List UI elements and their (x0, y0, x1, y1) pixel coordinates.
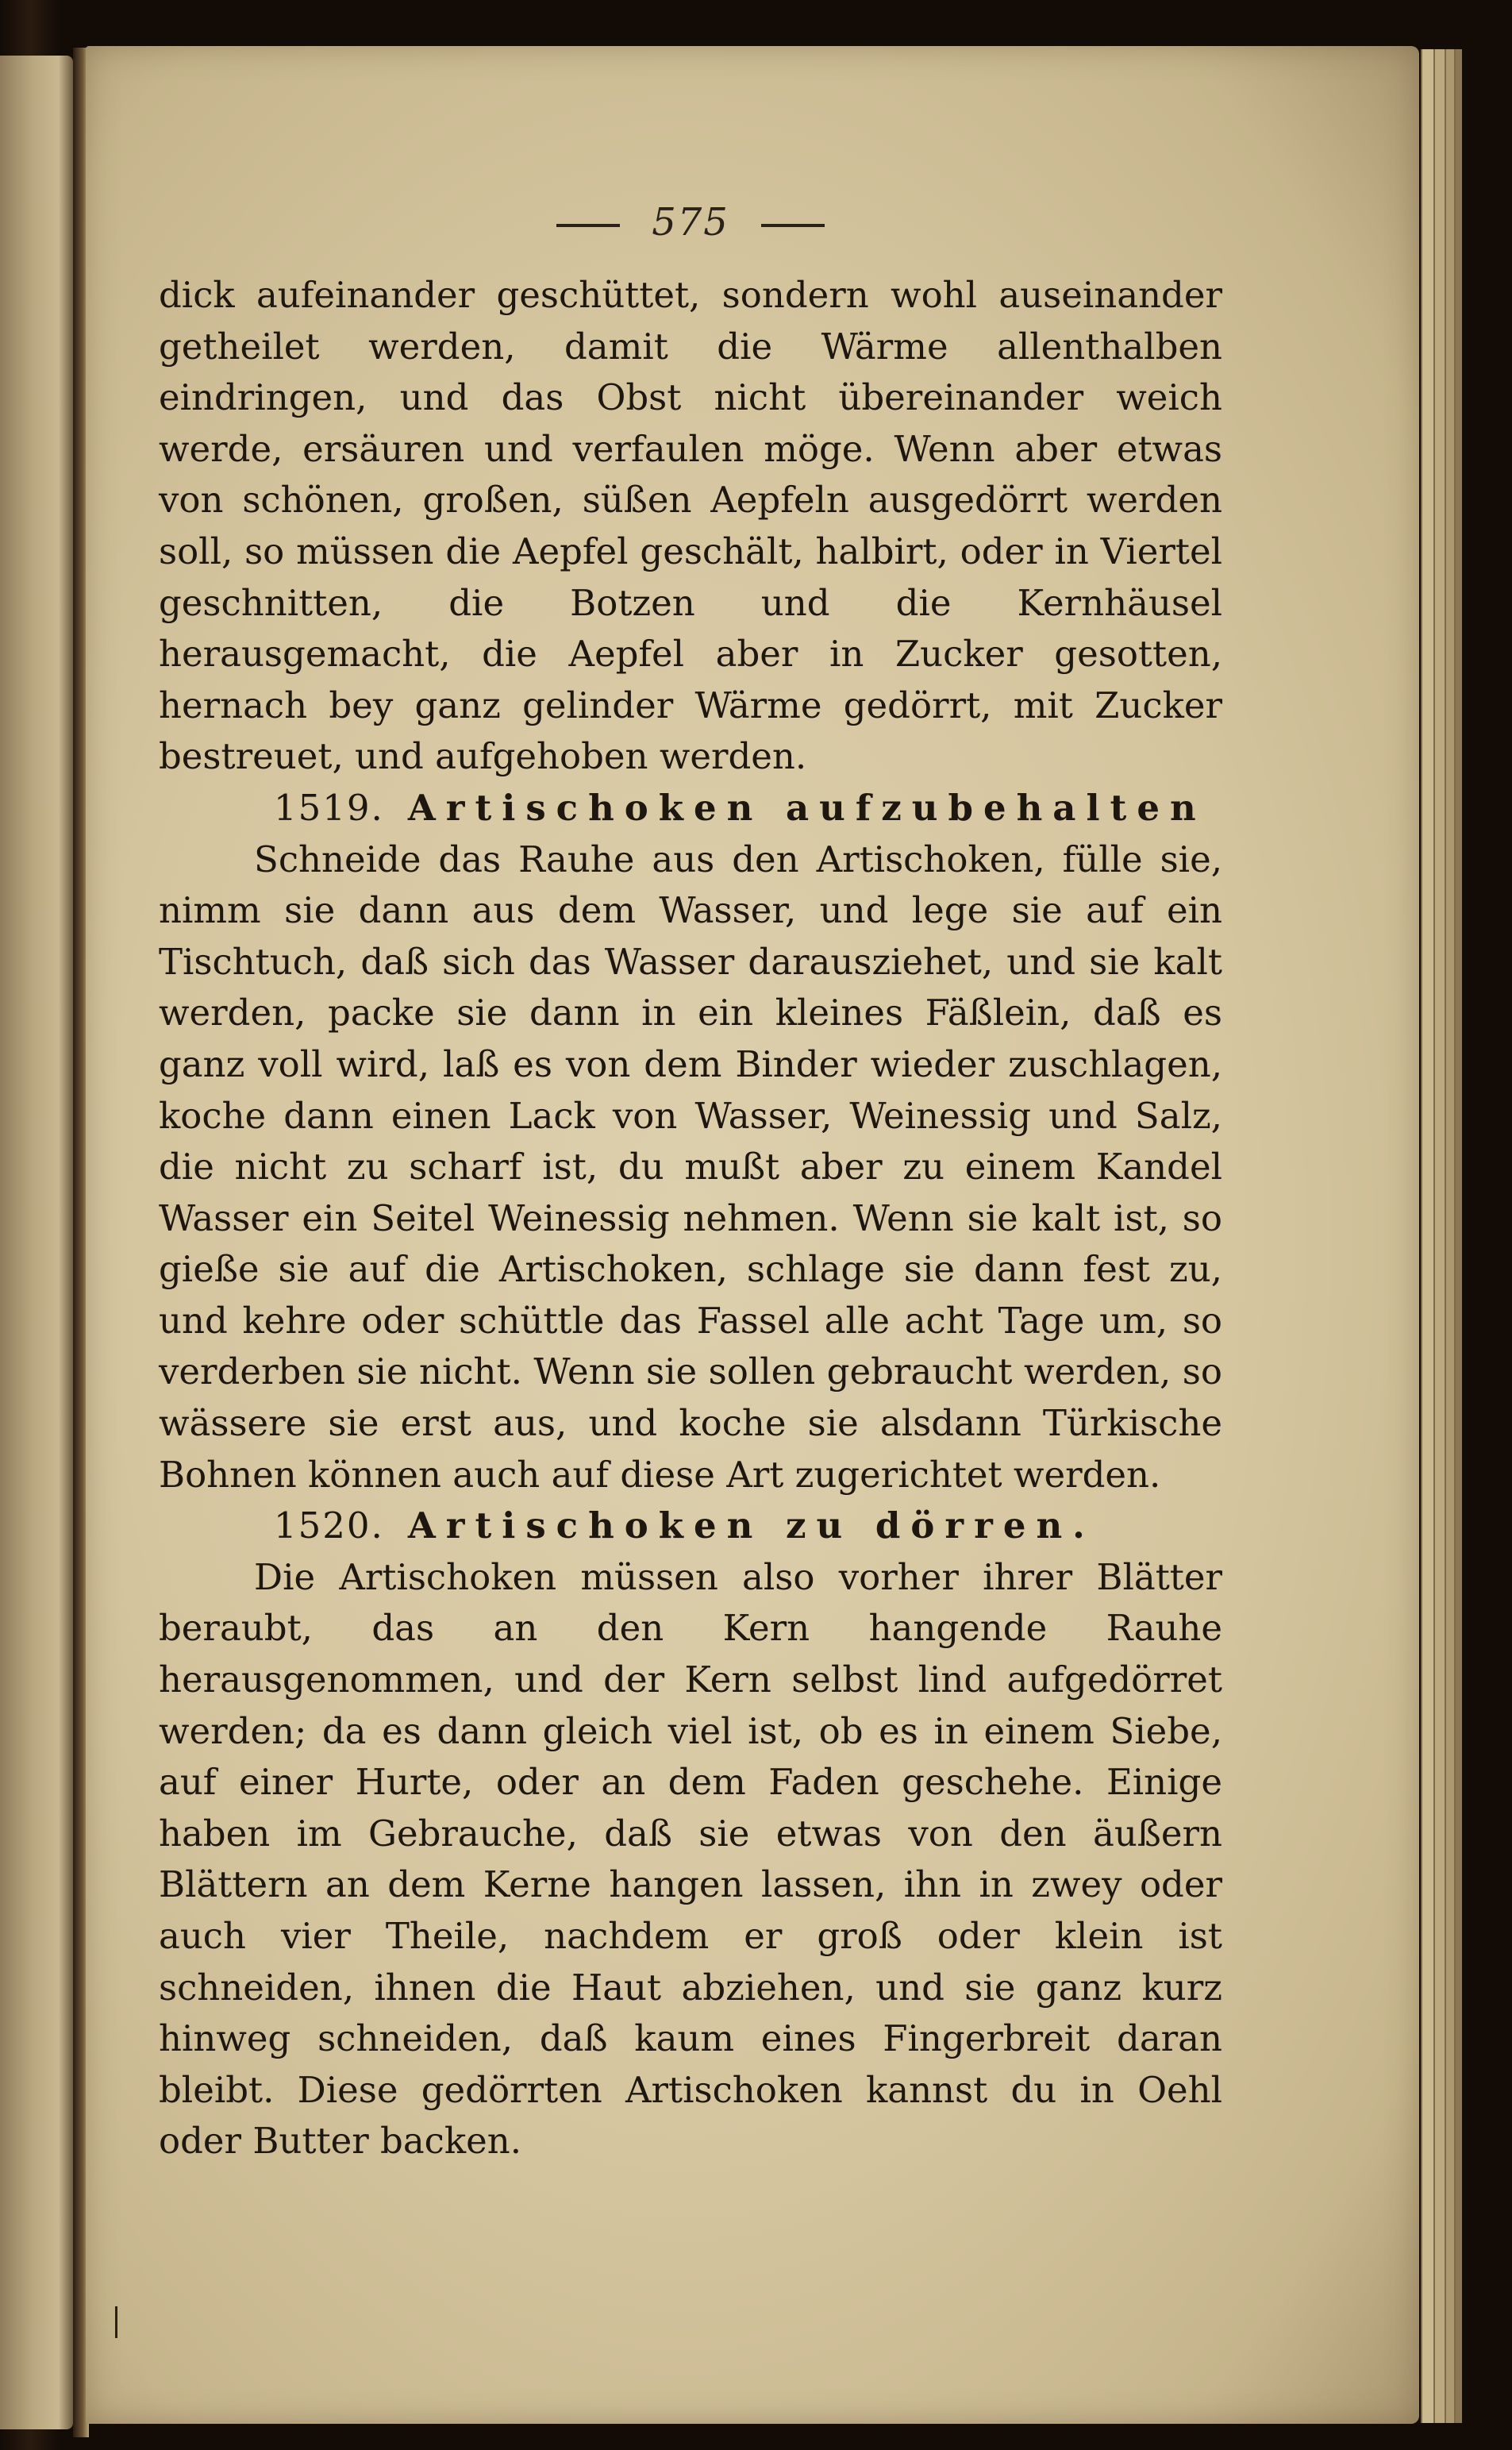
intro-paragraph: dick aufeinander geschüttet, sondern wohl auseinander getheilet werden, damit die Wärme allenthalben eindringen, und das Obst nicht übereinander weich werde, ersäuren und verfaulen möge. Wenn aber etwas von schönen, großen, süßen Aepfeln ausgedörrt werden soll, so müssen die Aepfel geschält, halbirt, oder in Viertel geschnitten, die Botzen und die Kernhäusel herausgemacht, die Aepfel aber in Zucker gesotten, hernach bey ganz gelinder Wärme gedörrt, mit Zucker bestreuet, und aufgehoben werden. (159, 274, 1222, 778)
section-paragraph: Die Artischoken müssen also vorher ihrer Blätter beraubt, das an den Kern hangende Rauhe herausgenommen, und der Kern selbst lind aufgedörret werden; da es dann gleich viel ist, ob es in einem Siebe, auf einer Hurte, oder an dem Faden geschehe. Einige haben im Gebrauche, daß sie etwas von den äußern Blättern an dem Kerne hangen lassen, ihn in zwey oder auch vier Theile, nachdem er groß oder klein ist schneiden, ihnen die Haut abziehen, und sie ganz kurz hinweg schneiden, daß kaum eines Fingerbreit daran bleibt. Diese gedörrten Artischoken kannst du in Oehl oder Butter backen. (159, 1555, 1222, 2163)
page-fore-edge (1445, 49, 1454, 2423)
header-dash (556, 224, 620, 227)
page-fore-edge (1454, 49, 1462, 2423)
section-paragraph: Schneide das Rauhe aus den Artischoken, fülle sie, nimm sie dann aus dem Wasser, und lege sie auf ein Tischtuch, daß sich das Wasser darausziehet, und sie kalt werden, packe sie dann in ein kleines Fäßlein, daß es ganz voll wird, laß es von dem Binder wieder zuschlagen, koche dann einen Lack von Wasser, Weinessig und Salz, die nicht zu scharf ist, du mußt aber zu einem Kandel Wasser ein Seitel Weinessig nehmen. Wenn sie kalt ist, so gieße sie auf die Artischoken, schlage sie dann fest zu, und kehre oder schüttle das Fassel alle acht Tage um, so verderben sie nicht. Wenn sie sollen gebraucht werden, so wässere sie erst aus, und koche sie alsdann Türkische Bohnen können auch auf diese Art zugerichtet werden. (159, 838, 1222, 1496)
section-title: Artischoken aufzubehalten (407, 786, 1206, 829)
section-title: Artischoken zu dörren. (407, 1504, 1095, 1547)
margin-mark (115, 2306, 117, 2338)
section-heading-1519 (159, 783, 1222, 834)
page-fore-edge (1433, 49, 1445, 2423)
page-number-header (159, 200, 1222, 245)
section-heading-1520 (159, 1500, 1222, 1552)
page-fore-edge (1421, 49, 1433, 2423)
page-number: 575 (652, 200, 729, 245)
body-text (159, 270, 1222, 2167)
section-number: 1519. (274, 786, 384, 829)
section-number: 1520. (274, 1504, 384, 1547)
left-page-edge (0, 56, 73, 2429)
header-dash (761, 224, 825, 227)
